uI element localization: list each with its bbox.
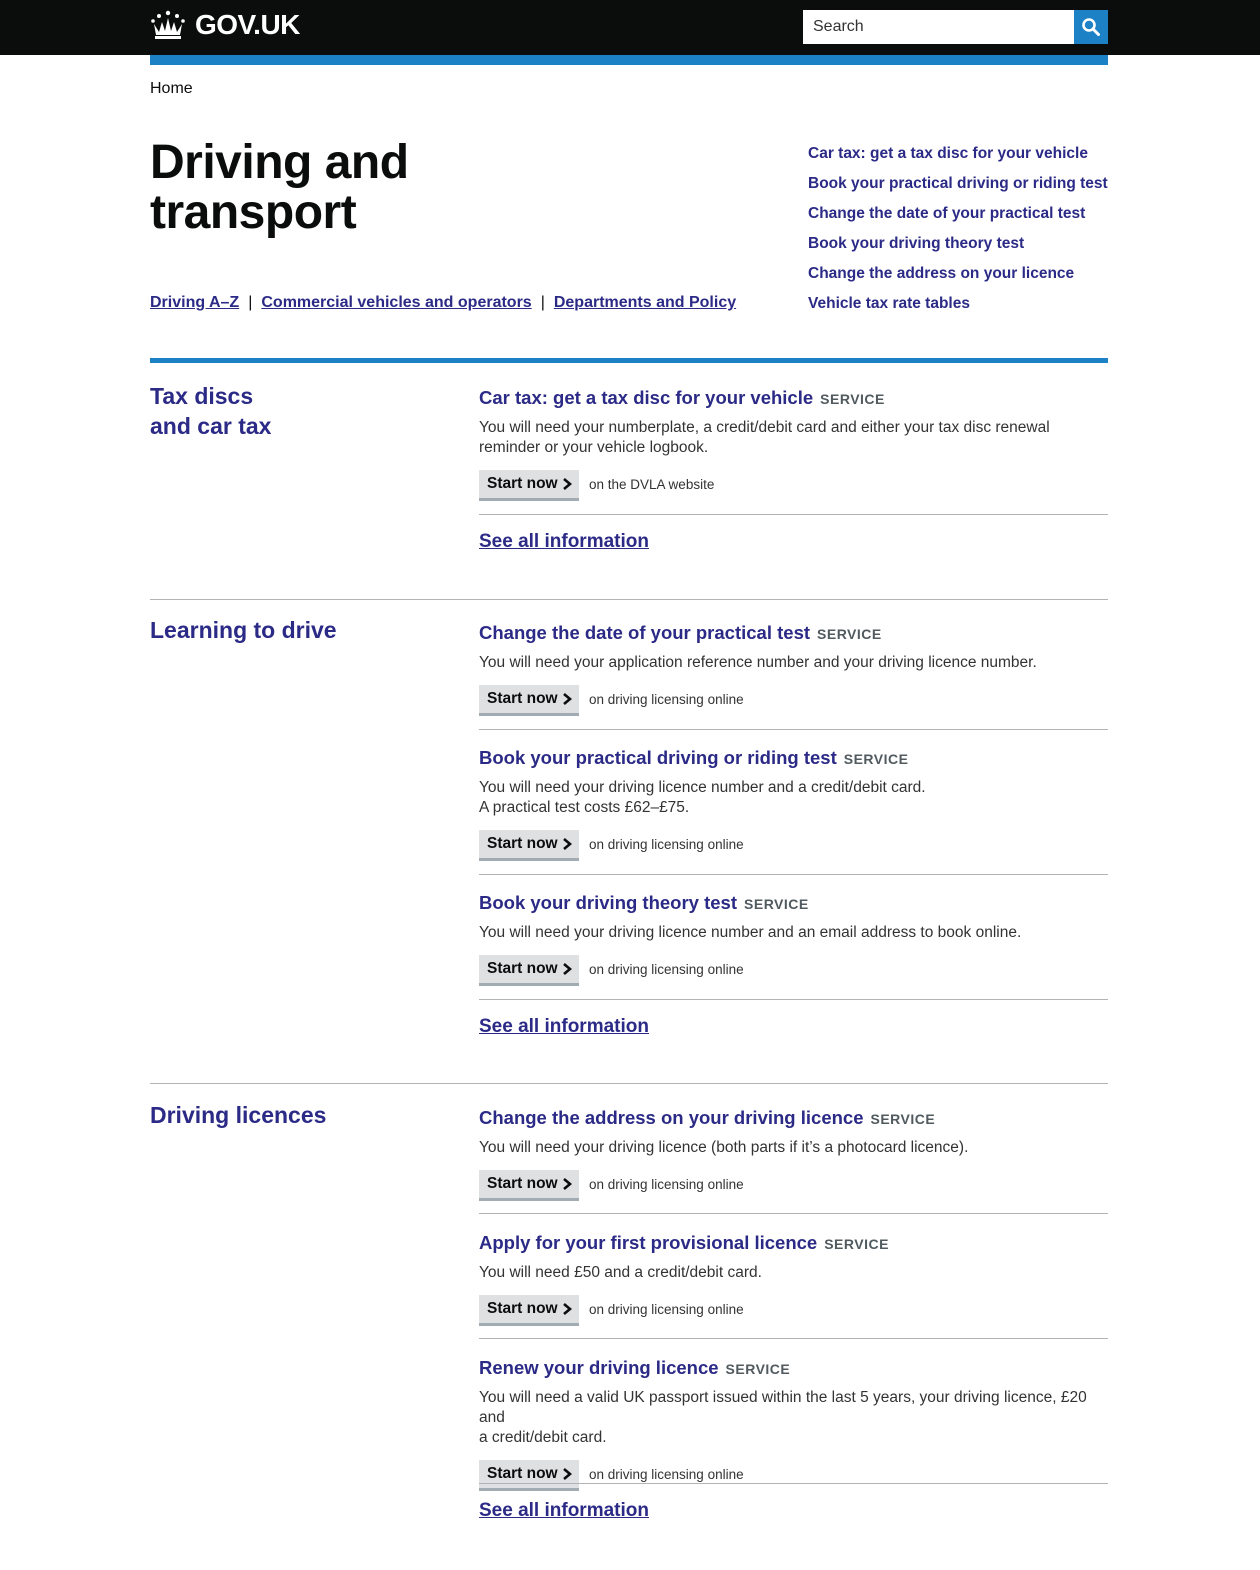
service-badge: SERVICE <box>744 896 809 912</box>
button-label: Start now <box>487 1465 558 1482</box>
popular-links <box>808 143 1108 323</box>
service-actions <box>479 470 1108 498</box>
list-item <box>808 263 1108 293</box>
list-item <box>808 233 1108 263</box>
see-all-link[interactable]: See all information <box>479 1500 649 1521</box>
popular-link-tax-rates[interactable]: Vehicle tax rate tables <box>808 295 970 312</box>
description-line: You will need £50 and a credit/debit card. <box>479 1264 762 1281</box>
button-label: Start now <box>487 835 558 852</box>
search-input[interactable] <box>803 10 1074 44</box>
section-link-tax-discs[interactable] <box>150 383 271 439</box>
description-line: You will need your application reference number and your driving licence number. <box>479 654 1037 671</box>
description-line: You will need your numberplate, a credit/debit card and either your tax disc renewal <box>479 419 1050 436</box>
description-line: You will need your driving licence (both parts if it’s a photocard licence). <box>479 1139 969 1156</box>
start-now-button[interactable] <box>479 830 579 858</box>
button-label: Start now <box>487 960 558 977</box>
service-badge: SERVICE <box>824 1236 889 1252</box>
service-description <box>479 1388 1108 1448</box>
chevron-right-icon <box>562 1468 572 1480</box>
item-divider <box>479 874 1108 875</box>
service-item <box>479 1356 1108 1488</box>
section-divider <box>150 599 1108 600</box>
chevron-right-icon <box>562 478 572 490</box>
button-label: Start now <box>487 1300 558 1317</box>
chevron-right-icon <box>562 1178 572 1190</box>
sub-navigation <box>150 294 736 312</box>
breadcrumb-home[interactable]: Home <box>150 80 193 97</box>
service-heading <box>479 1356 1108 1381</box>
service-site-label: on driving licensing online <box>589 961 744 977</box>
button-label: Start now <box>487 475 558 492</box>
service-badge: SERVICE <box>820 391 885 407</box>
service-description <box>479 653 1108 673</box>
description-line: a credit/debit card. <box>479 1429 607 1446</box>
popular-link-change-address[interactable]: Change the address on your licence <box>808 265 1075 282</box>
service-item <box>479 386 1108 498</box>
service-actions <box>479 955 1108 983</box>
service-site-label: on driving licensing online <box>589 1301 744 1317</box>
chevron-right-icon <box>562 693 572 705</box>
button-label: Start now <box>487 1175 558 1192</box>
service-item <box>479 1231 1108 1323</box>
item-divider <box>479 729 1108 730</box>
section-title-line: Tax discs <box>150 383 254 409</box>
popular-link-change-date[interactable]: Change the date of your practical test <box>808 205 1086 222</box>
popular-link-book-practical[interactable]: Book your practical driving or riding test <box>808 175 1108 192</box>
service-description <box>479 923 1108 943</box>
service-heading <box>479 891 1108 916</box>
description-line: A practical test costs £62–£75. <box>479 799 690 816</box>
service-site-label: on the DVLA website <box>589 476 715 492</box>
service-actions <box>479 1170 1108 1198</box>
service-item <box>479 746 1108 858</box>
start-now-button[interactable] <box>479 955 579 983</box>
service-title-link[interactable]: Renew your driving licence <box>479 1357 719 1378</box>
service-heading <box>479 386 1108 411</box>
service-site-label: on driving licensing online <box>589 691 744 707</box>
page-title: Driving and transport <box>150 136 409 239</box>
service-item <box>479 1106 1108 1198</box>
service-title-link[interactable]: Change the address on your driving licence <box>479 1107 864 1128</box>
header-accent-bar <box>150 55 1108 65</box>
section-title-tax-discs <box>150 381 450 441</box>
start-now-button[interactable] <box>479 685 579 713</box>
service-title-link[interactable]: Book your practical driving or riding test <box>479 747 837 768</box>
logo-text: GOV.UK <box>195 9 300 40</box>
subnav-driving-a-z[interactable]: Driving A–Z <box>150 294 240 311</box>
description-line: You will need a valid UK passport issued within the last 5 years, your driving licence, £20 and <box>479 1389 1087 1426</box>
start-now-button[interactable] <box>479 1170 579 1198</box>
see-all-link[interactable]: See all information <box>479 1016 649 1037</box>
service-actions <box>479 1295 1108 1323</box>
service-title-link[interactable]: Book your driving theory test <box>479 892 738 913</box>
button-label: Start now <box>487 690 558 707</box>
see-all-link[interactable]: See all information <box>479 531 649 552</box>
list-item <box>808 143 1108 173</box>
list-item <box>808 293 1108 323</box>
popular-link-theory-test[interactable]: Book your driving theory test <box>808 235 1025 252</box>
service-badge: SERVICE <box>817 626 882 642</box>
item-divider <box>479 999 1108 1000</box>
service-title-link[interactable]: Car tax: get a tax disc for your vehicle <box>479 387 814 408</box>
item-divider <box>479 1483 1108 1484</box>
service-description <box>479 778 1108 818</box>
start-now-button[interactable] <box>479 1295 579 1323</box>
service-badge: SERVICE <box>725 1361 791 1377</box>
service-heading <box>479 1106 1108 1131</box>
section-divider <box>150 1083 1108 1084</box>
service-actions <box>479 685 1108 713</box>
service-actions <box>479 830 1108 858</box>
service-item <box>479 621 1108 713</box>
service-title-link[interactable]: Apply for your first provisional licence <box>479 1232 818 1253</box>
service-heading <box>479 746 1108 771</box>
chevron-right-icon <box>562 838 572 850</box>
chevron-right-icon <box>562 963 572 975</box>
site-header <box>0 0 1260 55</box>
item-divider <box>479 514 1108 515</box>
crown-icon <box>150 10 186 40</box>
search-button[interactable] <box>1074 10 1108 44</box>
section-link-licences[interactable]: Driving licences <box>150 1102 327 1128</box>
service-item <box>479 891 1108 983</box>
section-divider <box>150 358 1108 363</box>
start-now-button[interactable] <box>479 470 579 498</box>
item-divider <box>479 1338 1108 1339</box>
service-heading <box>479 621 1108 646</box>
section-title-licences <box>150 1100 450 1130</box>
service-description <box>479 1138 1108 1158</box>
popular-link-car-tax[interactable]: Car tax: get a tax disc for your vehicle <box>808 145 1088 162</box>
subnav-commercial-vehicles[interactable]: Commercial vehicles and operators <box>261 294 532 311</box>
service-site-label: on driving licensing online <box>589 836 744 852</box>
subnav-departments-policy[interactable]: Departments and Policy <box>553 294 737 311</box>
description-line: reminder or your vehicle logbook. <box>479 439 709 456</box>
service-badge: SERVICE <box>843 751 909 767</box>
section-title-line: and car tax <box>150 413 272 439</box>
description-line: You will need your driving licence number and an email address to book online. <box>479 924 1022 941</box>
service-badge: SERVICE <box>870 1111 936 1127</box>
section-title-learning <box>150 615 450 645</box>
service-description <box>479 1263 1108 1283</box>
service-title-link[interactable]: Change the date of your practical test <box>479 622 811 643</box>
search-icon <box>1081 17 1101 37</box>
service-heading <box>479 1231 1108 1256</box>
list-item <box>808 173 1108 203</box>
service-site-label: on driving licensing online <box>589 1466 744 1482</box>
divider: | <box>248 294 253 311</box>
description-line: You will need your driving licence number and a credit/debit card. <box>479 779 926 796</box>
divider: | <box>540 294 545 311</box>
search-form <box>803 10 1108 44</box>
item-divider <box>479 1213 1108 1214</box>
service-description <box>479 418 1108 458</box>
section-link-learning[interactable]: Learning to drive <box>150 617 337 643</box>
chevron-right-icon <box>562 1303 572 1315</box>
govuk-logo-link[interactable] <box>150 9 300 41</box>
service-site-label: on driving licensing online <box>589 1176 744 1192</box>
list-item <box>808 203 1108 233</box>
